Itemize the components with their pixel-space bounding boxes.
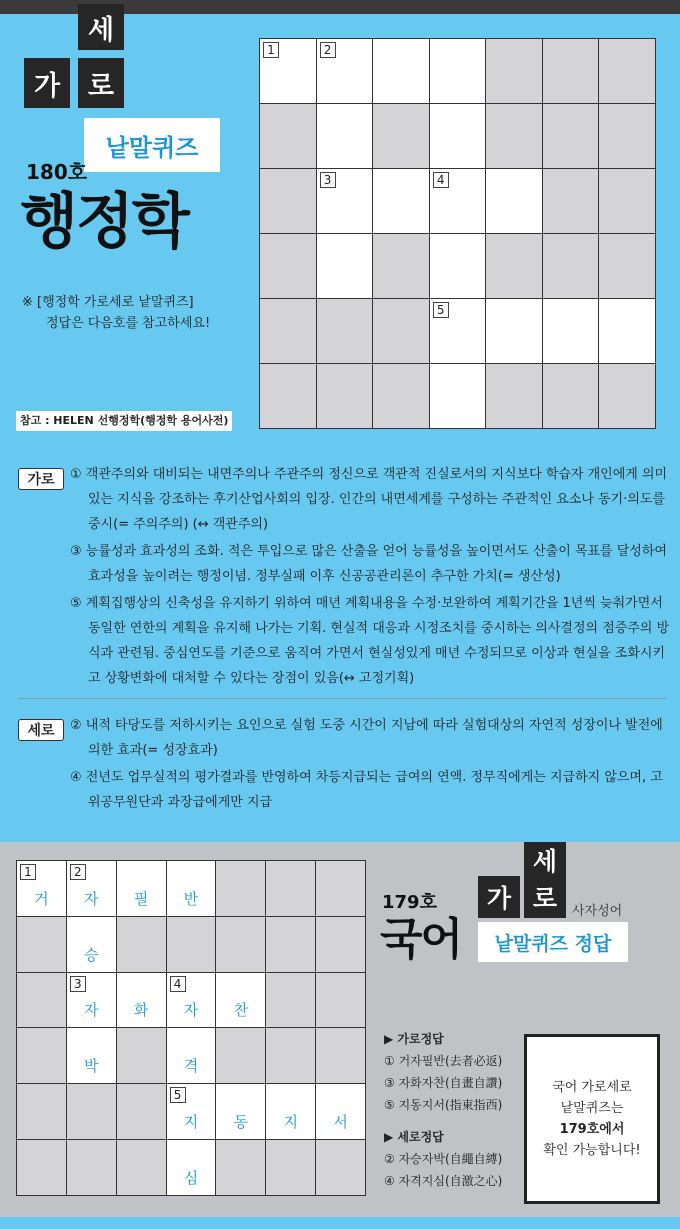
- grid-cell: [260, 364, 316, 428]
- grid-cell: [543, 234, 599, 298]
- grid-cell[interactable]: [430, 299, 486, 363]
- grid-cell: [599, 39, 655, 103]
- grid-cell[interactable]: [486, 299, 542, 363]
- answer-grid-cell: [216, 1028, 265, 1083]
- grid-cell: [317, 299, 373, 363]
- answer-grid-cell: [67, 1084, 116, 1139]
- title-letter-ro: 로: [78, 58, 124, 108]
- answer-grid-cell: [67, 1140, 116, 1195]
- answer-grid-cell[interactable]: [117, 973, 166, 1028]
- answer-grid-cell: [117, 917, 166, 972]
- grid-cell: [599, 104, 655, 168]
- answer-grid: [16, 860, 366, 1196]
- across-answer-1: ① 거자필반(去者必返): [384, 1054, 503, 1068]
- answer-grid-cell: [266, 917, 315, 972]
- down-tag: 세로: [18, 719, 64, 741]
- answer-letter: 승: [84, 945, 99, 964]
- issue-number: 180호: [26, 160, 88, 184]
- clue-number: 5: [433, 302, 449, 318]
- answer-grid-cell[interactable]: [316, 1084, 365, 1139]
- clue-number: 2: [70, 864, 86, 880]
- grid-cell: [543, 364, 599, 428]
- answer-grid-cell: [216, 861, 265, 916]
- box-line-3: 179호에서: [559, 1122, 625, 1137]
- clue-number: 2: [320, 42, 336, 58]
- across-answer-3: ③ 자화자찬(自畫自讚): [384, 1076, 503, 1090]
- answer-grid-cell[interactable]: [216, 973, 265, 1028]
- answer-grid-cell: [117, 1084, 166, 1139]
- grid-cell: [543, 104, 599, 168]
- answer-grid-cell: [316, 917, 365, 972]
- answer-grid-cell: [216, 1140, 265, 1195]
- prev-category: 사자성어: [572, 904, 623, 919]
- answer-grid-cell[interactable]: [67, 917, 116, 972]
- prev-title-letter-ro: 로: [524, 876, 566, 918]
- grid-cell[interactable]: [430, 234, 486, 298]
- grid-cell[interactable]: [430, 169, 486, 233]
- grid-cell: [373, 364, 429, 428]
- down-answer-2: ② 자승자박(自繩自縛): [384, 1152, 503, 1166]
- grid-cell[interactable]: [317, 169, 373, 233]
- down-answer-heading: ▶ 세로정답: [384, 1130, 444, 1144]
- answer-letter: 화: [133, 1001, 149, 1020]
- note-line-1: ※ [행정학 가로세로 낱말퀴즈]: [22, 295, 194, 310]
- info-box: [524, 1034, 660, 1204]
- answer-letter: 자: [84, 889, 99, 908]
- previous-answer-section: [0, 842, 680, 1217]
- answer-grid-cell: [17, 973, 66, 1028]
- answer-grid-cell: [266, 861, 315, 916]
- answer-grid-cell: [216, 917, 265, 972]
- prev-subject-title: 국어: [380, 914, 462, 965]
- answer-letter: 찬: [233, 1001, 249, 1020]
- answer-grid-cell: [117, 1140, 166, 1195]
- answer-letter: 자: [183, 1001, 199, 1020]
- answer-grid-cell[interactable]: [67, 973, 116, 1028]
- answer-grid-cell: [316, 973, 365, 1028]
- answer-grid-cell: [316, 1028, 365, 1083]
- across-tag: 가로: [18, 468, 64, 490]
- across-clue-1: ① 객관주의와 대비되는 내면주의나 주관주의 정신으로 객관적 진실로서의 지식보다 학습자 개인에게 의미 있는 지식을 강조하는 후기산업사회의 입장. 인간의 내면세계를 구성하는 주관적인 요소나 동기·의도를 중시(= 주의주의) (↔ 객관주의): [70, 467, 668, 532]
- answer-grid-cell: [316, 1140, 365, 1195]
- grid-cell[interactable]: [430, 39, 486, 103]
- grid-cell[interactable]: [317, 234, 373, 298]
- answer-grid-cell[interactable]: [117, 861, 166, 916]
- clue-number: 4: [170, 976, 186, 992]
- crossword-grid: [259, 38, 656, 429]
- answer-letter: 거: [34, 889, 49, 908]
- box-line-2: 낱말퀴즈는: [560, 1101, 624, 1116]
- clue-number: 3: [70, 976, 86, 992]
- across-clue-5: ⑤ 계획집행상의 신축성을 유지하기 위하여 매년 계획내용을 수정·보완하여 계획기간을 1년씩 늦춰가면서 동일한 연한의 계획을 유지해 나가는 기획. 현실적 대응과 시정조치를 중시하는 의사결정의 점증주의 방식과 관련됨. 중심연도를 기준으로 움직여 가면서 현실성있게 매년 수정되므로 이상과 현실을 조화시키고 상황변화에 대처할 수 있다는 장점이 있음(↔ 고정기획): [70, 596, 670, 686]
- answer-list: [384, 1028, 502, 1192]
- answer-letter: 지: [283, 1113, 298, 1132]
- answer-note: [22, 292, 210, 334]
- grid-cell[interactable]: [373, 39, 429, 103]
- grid-cell: [599, 234, 655, 298]
- answer-letter: 격: [183, 1057, 199, 1076]
- answer-grid-cell[interactable]: [17, 861, 66, 916]
- prev-title-letter-se: 세: [524, 842, 566, 878]
- down-answer-4: ④ 자격지심(自激之心): [384, 1174, 503, 1188]
- clue-number: 1: [263, 42, 279, 58]
- answer-grid-cell[interactable]: [167, 861, 216, 916]
- grid-cell[interactable]: [430, 104, 486, 168]
- note-line-2: 정답은 다음호를 참고하세요!: [46, 316, 211, 331]
- bottom-strip: [0, 1217, 680, 1229]
- answer-letter: 서: [333, 1113, 348, 1132]
- grid-cell: [373, 299, 429, 363]
- title-letter-se: 세: [78, 4, 124, 50]
- grid-cell: [486, 364, 542, 428]
- answer-grid-cell: [17, 917, 66, 972]
- subject-title: 행정학: [20, 187, 188, 257]
- answer-grid-cell[interactable]: [167, 1084, 216, 1139]
- answer-grid-cell[interactable]: [167, 1140, 216, 1195]
- clues-section: [18, 462, 670, 822]
- clue-number: 3: [320, 172, 336, 188]
- answer-grid-cell: [316, 861, 365, 916]
- answer-grid-cell: [17, 1028, 66, 1083]
- grid-cell[interactable]: [260, 39, 316, 103]
- answer-letter: 심: [183, 1168, 199, 1187]
- grid-cell: [260, 234, 316, 298]
- answer-grid-cell[interactable]: [67, 1028, 116, 1083]
- answer-grid-cell: [17, 1084, 66, 1139]
- answer-grid-cell: [117, 1028, 166, 1083]
- box-line-4: 확인 가능합니다!: [543, 1143, 641, 1158]
- answer-letter: 동: [233, 1113, 249, 1132]
- grid-cell: [317, 364, 373, 428]
- title-letter-ga: 가: [24, 58, 70, 108]
- prev-title-letter-ga: 가: [478, 876, 520, 918]
- clue-number: 5: [170, 1087, 186, 1103]
- down-clue-2: ② 내적 타당도를 저하시키는 요인으로 실험 도중 시간이 지남에 따라 실험대상의 자연적 성장이나 발전에 의한 효과(= 성장효과): [70, 718, 663, 758]
- grid-cell: [260, 299, 316, 363]
- grid-cell[interactable]: [543, 299, 599, 363]
- clue-number: 4: [433, 172, 449, 188]
- reference-label: 참고 : HELEN 선행정학(행정학 용어사전): [16, 411, 232, 431]
- grid-cell: [599, 169, 655, 233]
- answer-letter: 필: [133, 889, 149, 908]
- grid-cell[interactable]: [486, 169, 542, 233]
- clue-number: 1: [20, 864, 36, 880]
- grid-cell: [486, 234, 542, 298]
- down-clue-4: ④ 전년도 업무실적의 평가결과를 반영하여 차등지급되는 급여의 연액. 정무직에게는 지급하지 않으며, 고위공무원단과 과장급에게만 지급: [70, 770, 663, 810]
- answer-letter: 자: [84, 1001, 99, 1020]
- answer-letter: 반: [183, 889, 199, 908]
- grid-cell: [260, 104, 316, 168]
- across-clue-3: ③ 능률성과 효과성의 조화. 적은 투입으로 많은 산출을 얻어 능률성을 높이면서도 산출이 목표를 달성하여 효과성을 높이려는 행정이념. 정부실패 이후 신공공관리론이 추구한 가치(= 생산성): [70, 544, 667, 584]
- grid-cell: [373, 104, 429, 168]
- answer-letter: 박: [84, 1057, 99, 1076]
- grid-cell[interactable]: [430, 364, 486, 428]
- answer-grid-cell[interactable]: [216, 1084, 265, 1139]
- box-line-1: 국어 가로세로: [552, 1080, 632, 1095]
- answer-grid-cell: [266, 1140, 315, 1195]
- grid-cell[interactable]: [599, 299, 655, 363]
- prev-answer-badge: 낱말퀴즈 정답: [478, 922, 628, 962]
- answer-grid-cell: [167, 917, 216, 972]
- grid-cell[interactable]: [373, 169, 429, 233]
- across-answer-heading: ▶ 가로정답: [384, 1032, 444, 1046]
- grid-cell: [543, 169, 599, 233]
- answer-grid-cell[interactable]: [167, 1028, 216, 1083]
- grid-cell[interactable]: [317, 104, 373, 168]
- answer-grid-cell: [266, 973, 315, 1028]
- prev-issue-number: 179호: [382, 892, 437, 913]
- grid-cell[interactable]: [317, 39, 373, 103]
- answer-grid-cell: [17, 1140, 66, 1195]
- grid-cell: [373, 234, 429, 298]
- clue-divider: [18, 698, 666, 699]
- grid-cell: [486, 39, 542, 103]
- answer-grid-cell[interactable]: [67, 861, 116, 916]
- answer-letter: 지: [183, 1113, 199, 1132]
- answer-grid-cell[interactable]: [266, 1084, 315, 1139]
- quiz-badge: 낱말퀴즈: [84, 118, 220, 172]
- grid-cell: [543, 39, 599, 103]
- grid-cell: [486, 104, 542, 168]
- grid-cell: [260, 169, 316, 233]
- answer-grid-cell[interactable]: [167, 973, 216, 1028]
- answer-grid-cell: [266, 1028, 315, 1083]
- grid-cell: [599, 364, 655, 428]
- across-answer-5: ⑤ 지동지서(指東指西): [384, 1098, 503, 1112]
